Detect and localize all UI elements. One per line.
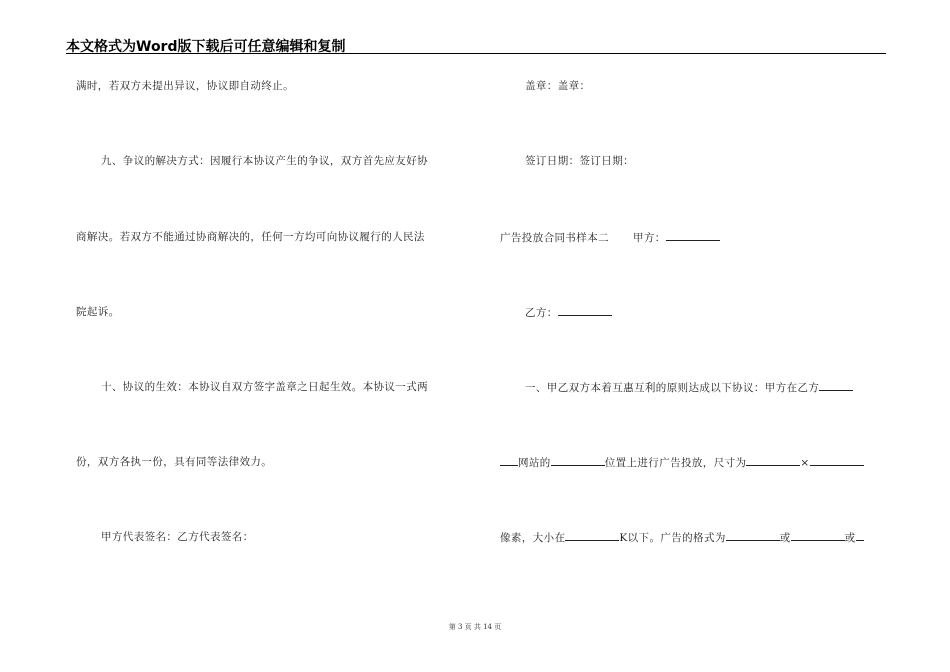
party-a-label: 甲方： — [633, 232, 666, 244]
position-blank — [551, 455, 605, 466]
clause1-blank-a — [819, 380, 853, 391]
clause1-size-text: K以下。广告的格式为 — [619, 532, 726, 544]
clause1-line-a — [525, 380, 853, 395]
clause1-position-text: 位置上进行广告投放，尺寸为 — [604, 457, 747, 469]
clause1-pixels-text: 像素，大小在 — [500, 532, 566, 544]
sample-title: 广告投放合同书样本二 — [500, 232, 609, 244]
sample-title-line — [500, 230, 720, 245]
sign-date-line: 签订日期：签订日期： — [525, 155, 634, 167]
format-blank-1 — [726, 530, 780, 541]
website-name-blank — [500, 455, 518, 466]
format-blank-2 — [791, 530, 845, 541]
size-blank — [565, 530, 619, 541]
party-b-line — [525, 305, 612, 320]
party-b-label: 乙方： — [525, 307, 558, 319]
party-b-blank — [558, 305, 612, 316]
seal-line: 盖章：盖章： — [525, 80, 591, 92]
document-header-title: 本文格式为Word版下载后可任意编辑和复制 — [66, 39, 346, 55]
paragraph-line: 九、争议的解决方式：因履行本协议产生的争议，双方首先应友好协 — [101, 155, 428, 167]
clause1-text-a: 一、甲乙双方本着互惠互利的原则达成以下协议：甲方在乙方 — [525, 382, 820, 394]
paragraph-line: 满时，若双方未提出异议，协议即自动终止。 — [76, 80, 294, 92]
height-blank — [810, 455, 864, 466]
party-a-blank — [666, 230, 720, 241]
format-blank-3 — [856, 530, 864, 541]
signature-line: 甲方代表签名：乙方代表签名： — [101, 531, 254, 543]
paragraph-line: 份，双方各执一份，具有同等法律效力。 — [76, 456, 273, 468]
header-rule — [66, 53, 886, 54]
or-text-1: 或 — [779, 532, 791, 544]
width-blank — [746, 455, 800, 466]
clause1-line-c — [500, 530, 864, 545]
paragraph-line: 院起诉。 — [76, 306, 120, 318]
page-number-footer: 第 3 页 共 14 页 — [448, 623, 502, 631]
times-sign: × — [800, 457, 810, 469]
paragraph-line: 十、协议的生效：本协议自双方签字盖章之日起生效。本协议一式两 — [101, 381, 428, 393]
clause1-line-b — [500, 455, 864, 470]
paragraph-line: 商解决。若双方不能通过协商解决的，任何一方均可向协议履行的人民法 — [76, 231, 425, 243]
or-text-2: 或 — [844, 532, 856, 544]
clause1-website-text: 网站的 — [518, 457, 551, 469]
